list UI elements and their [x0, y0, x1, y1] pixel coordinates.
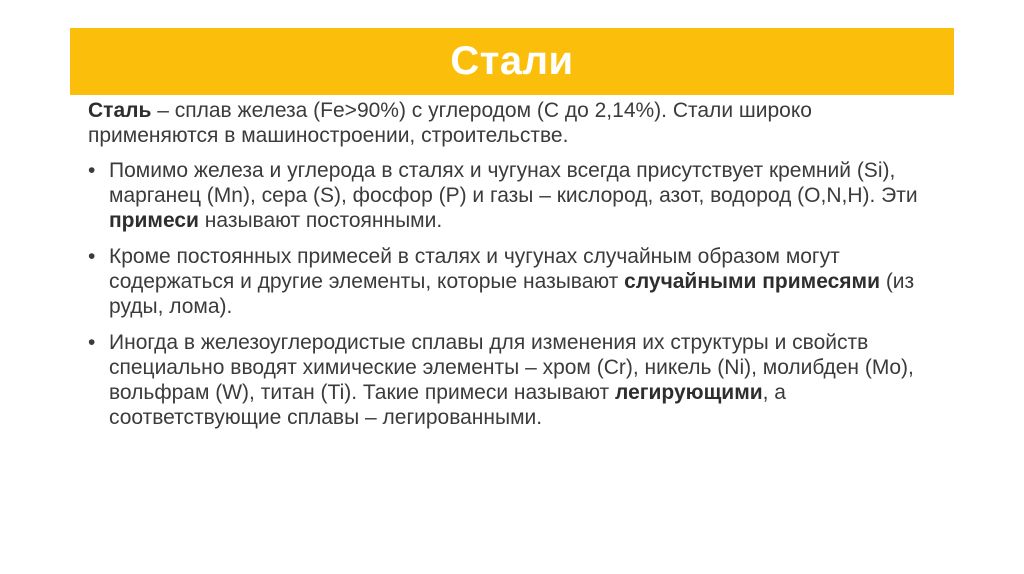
- intro-term: Сталь: [88, 99, 152, 122]
- bullet-item: [88, 330, 948, 430]
- bullet-text: Иногда в железоуглеродистые сплавы для изменения их структуры и свойств специально вводят химические элементы – хром (Cr), никель (Ni), молибден (Mo), вольфрам (W), титан (Ti). Такие примеси называют: [109, 331, 914, 404]
- intro-text: – сплав железа (Fe>90%) с углеродом (С до 2,14%). Стали широко применяются в машиностроении, строительстве.: [88, 99, 812, 147]
- bullet-text-end: , а соответствующие сплавы – легированными.: [109, 381, 786, 429]
- bullet-icon: •: [88, 245, 96, 268]
- bullet-text: Помимо железа и углерода в сталях и чугунах всегда присутствует кремний (Si), марганец (Mn), сера (S), фосфор (Р) и газы – кислород, азот, водород (O,N,H). Эти: [109, 159, 918, 207]
- bullet-bold-term: примеси: [109, 209, 199, 232]
- slide-title: Стали: [450, 39, 574, 83]
- title-bar: [70, 28, 954, 95]
- slide-content: [88, 98, 948, 441]
- bullet-item: [88, 158, 948, 233]
- intro-paragraph: [88, 98, 948, 148]
- bullet-text-end: называют постоянными.: [198, 209, 443, 232]
- bullet-item: [88, 244, 948, 319]
- bullet-bold-term: легирующими: [615, 381, 763, 404]
- bullet-text: Кроме постоянных примесей в сталях и чугунах случайным образом могут содержаться и другие элементы, которые называют: [109, 245, 840, 293]
- bullet-icon: •: [88, 331, 96, 354]
- bullet-text-end: (из руды, лома).: [109, 270, 915, 318]
- bullet-icon: •: [88, 159, 96, 182]
- bullet-list: [88, 158, 948, 430]
- bullet-bold-term: случайными примесями: [624, 270, 880, 293]
